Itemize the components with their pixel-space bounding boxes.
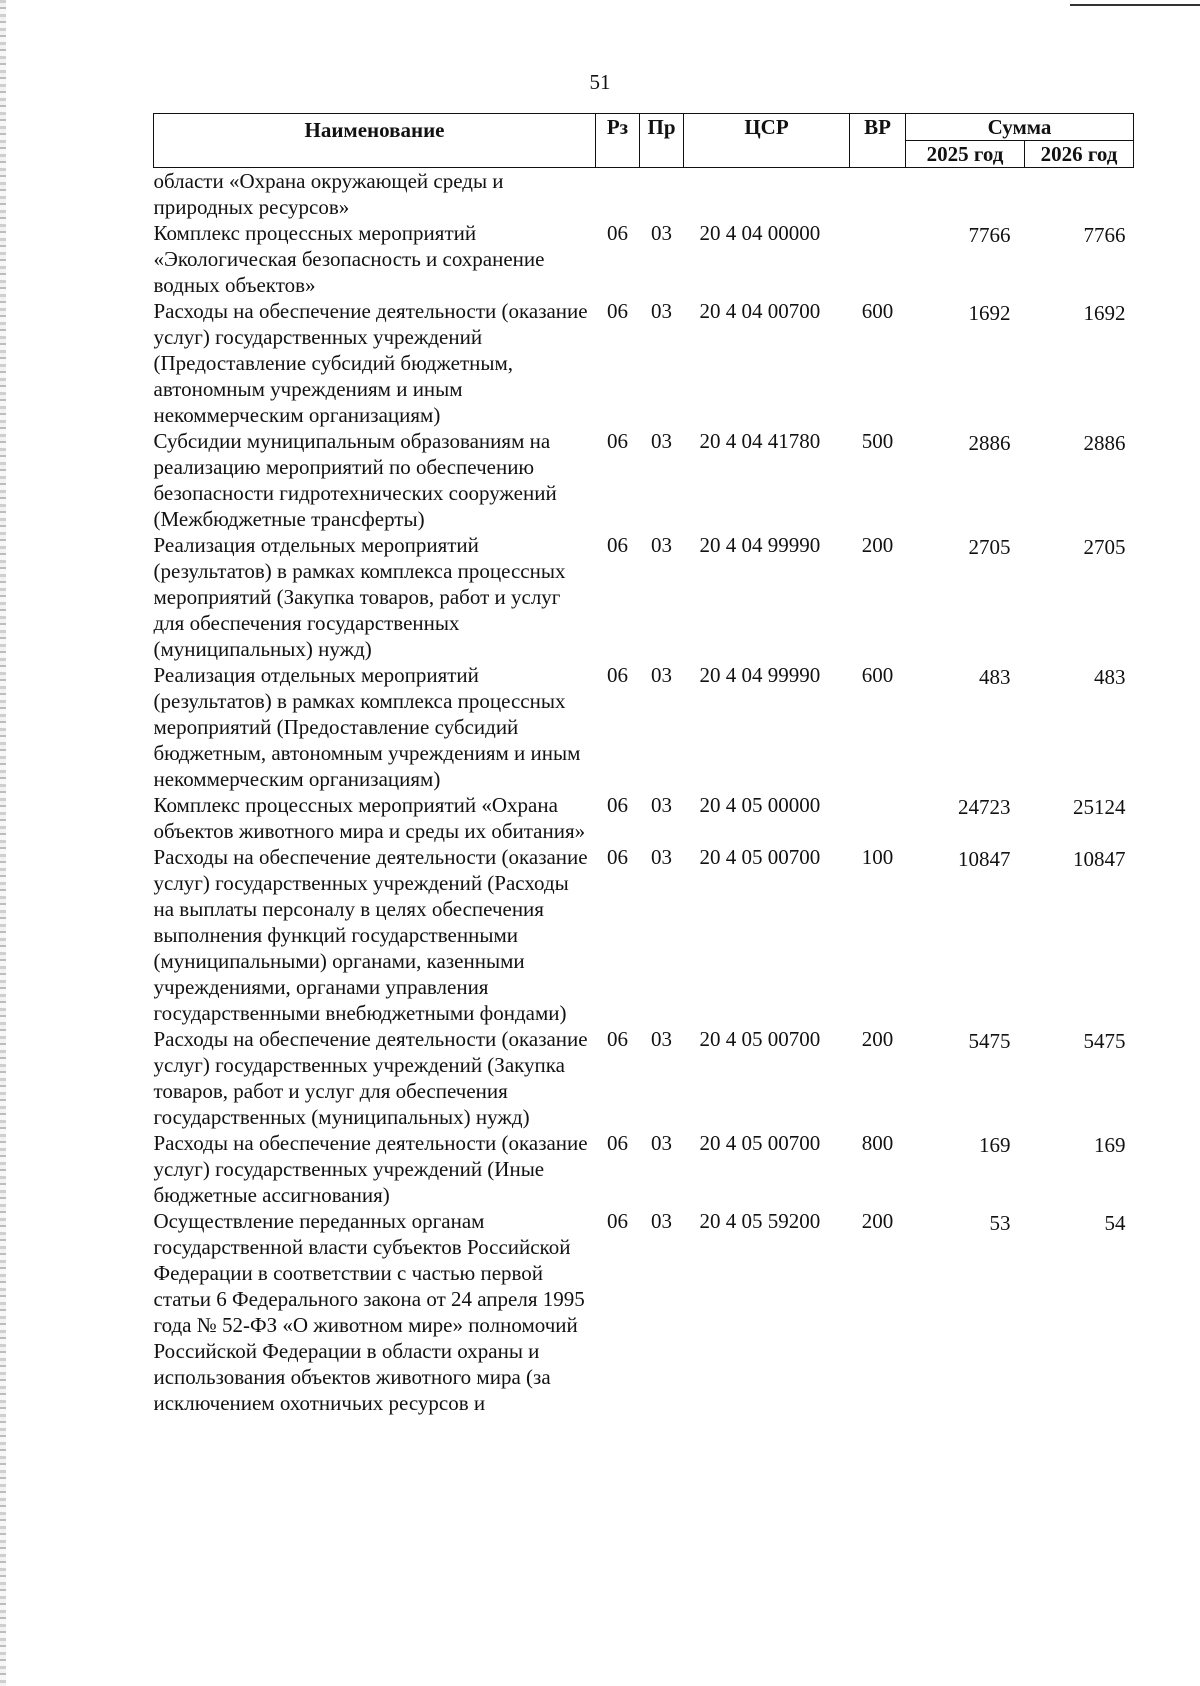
row-sum-2026: 54 (1104, 1211, 1126, 1235)
row-sum-2025: 169 (979, 1133, 1011, 1157)
row-rz: 06 (607, 1131, 628, 1155)
row-sum-2026: 483 (1094, 665, 1126, 689)
row-sum-2025: 24723 (958, 795, 1011, 819)
row-rz: 06 (607, 1209, 628, 1233)
row-name: Расходы на обеспечение деятельности (оказание услуг) государственных учреждений (Иные бюджетные ассигнования) (153, 1131, 588, 1207)
row-vr: 600 (861, 663, 894, 687)
row-pr (640, 168, 684, 221)
row-rz: 06 (607, 845, 628, 869)
row-name: Комплекс процессных мероприятий «Охрана объектов животного мира и среды их обитания» (153, 793, 586, 843)
row-sum-2026 (1025, 168, 1134, 221)
header-year-2026: 2026 год (1025, 141, 1134, 168)
corner-rule (1070, 4, 1200, 6)
header-rz: Рз (596, 114, 640, 168)
row-pr: 03 (651, 1027, 672, 1051)
row-sum-2026: 169 (1094, 1133, 1126, 1157)
row-sum-2025: 10847 (958, 847, 1011, 871)
row-csr: 20 4 04 41780 (699, 429, 821, 453)
row-csr: 20 4 05 00700 (699, 1131, 821, 1155)
row-csr: 20 4 04 99990 (699, 663, 821, 687)
row-csr: 20 4 05 00000 (699, 793, 821, 817)
row-name: Реализация отдельных мероприятий (результатов) в рамках комплекса процессных мероприятий (Закупка товаров, работ и услуг для обеспечения государственных (муниципальных) нужд) (153, 533, 566, 661)
row-sum-2025: 7766 (968, 223, 1011, 247)
row-sum-2025: 2886 (968, 431, 1011, 455)
row-sum-2025 (906, 168, 1025, 221)
header-year-2025: 2025 год (906, 141, 1025, 168)
row-name: Комплекс процессных мероприятий «Экологическая безопасность и сохранение водных объектов» (153, 221, 545, 297)
row-csr (684, 168, 850, 221)
row-csr: 20 4 04 00000 (699, 221, 821, 245)
row-vr: 500 (861, 429, 894, 453)
table-row (154, 298, 1134, 428)
header-vr: ВР (850, 114, 906, 168)
row-sum-2025: 1692 (968, 301, 1011, 325)
row-pr: 03 (651, 299, 672, 323)
table-row (154, 220, 1134, 298)
table-row (154, 168, 1134, 221)
row-vr: 800 (861, 1131, 894, 1155)
header-pr: Пр (640, 114, 684, 168)
row-pr: 03 (651, 663, 672, 687)
row-vr: 600 (861, 299, 894, 323)
table-row (154, 1208, 1134, 1416)
table-body (154, 168, 1134, 1417)
row-sum-2026: 1692 (1083, 301, 1126, 325)
table-row (154, 1130, 1134, 1208)
row-sum-2025: 5475 (968, 1029, 1011, 1053)
row-sum-2026: 25124 (1073, 795, 1126, 819)
row-sum-2026: 2886 (1083, 431, 1126, 455)
row-vr (850, 220, 906, 298)
page-number: 51 (589, 70, 611, 94)
table-row (154, 792, 1134, 844)
row-name: Осуществление переданных органам государственной власти субъектов Российской Федерации в соответствии с частью первой статьи 6 Федерального закона от 24 апреля 1995 года № 52-ФЗ «О животном мире» полномочий Российской Федерации в области охраны и использования объектов животного мира (за исключением охотничьих ресурсов и (153, 1209, 585, 1415)
row-rz: 06 (607, 533, 628, 557)
table-row (154, 428, 1134, 532)
row-sum-2026: 2705 (1083, 535, 1126, 559)
row-vr: 200 (861, 1027, 894, 1051)
table-row (154, 844, 1134, 1026)
row-vr: 200 (861, 533, 894, 557)
row-csr: 20 4 05 00700 (699, 1027, 821, 1051)
row-rz: 06 (607, 299, 628, 323)
budget-table (153, 113, 1134, 1416)
row-sum-2025: 483 (979, 665, 1011, 689)
header-name: Наименование (154, 114, 596, 168)
row-rz: 06 (607, 793, 628, 817)
row-sum-2026: 5475 (1083, 1029, 1126, 1053)
table-row (154, 532, 1134, 662)
row-name: области «Охрана окружающей среды и природных ресурсов» (153, 169, 504, 219)
row-rz (596, 168, 640, 221)
table-row (154, 662, 1134, 792)
row-pr: 03 (651, 845, 672, 869)
row-name: Расходы на обеспечение деятельности (оказание услуг) государственных учреждений (Предоставление субсидий бюджетным, автономным учреждениям и иным некоммерческим организациям) (153, 299, 588, 427)
row-name: Субсидии муниципальным образованиям на реализацию мероприятий по обеспечению безопасности гидротехнических сооружений (Межбюджетные трансферты) (153, 429, 557, 531)
row-rz: 06 (607, 663, 628, 687)
row-pr: 03 (651, 221, 672, 245)
row-pr: 03 (651, 429, 672, 453)
row-csr: 20 4 05 00700 (699, 845, 821, 869)
row-pr: 03 (651, 533, 672, 557)
row-rz: 06 (607, 1027, 628, 1051)
row-name: Расходы на обеспечение деятельности (оказание услуг) государственных учреждений (Расходы на выплаты персоналу в целях обеспечения выполнения функций государственными (муниципальными) органами, казенными учреждениями, органами управления государственными внебюджетными фондами) (153, 845, 588, 1025)
row-rz: 06 (607, 429, 628, 453)
row-csr: 20 4 05 59200 (699, 1209, 821, 1233)
row-pr: 03 (651, 1209, 672, 1233)
row-sum-2026: 10847 (1073, 847, 1126, 871)
row-name: Реализация отдельных мероприятий (результатов) в рамках комплекса процессных мероприятий (Предоставление субсидий бюджетным, автономным учреждениям и иным некоммерческим организациям) (153, 663, 581, 791)
row-csr: 20 4 04 00700 (699, 299, 821, 323)
table-row (154, 1026, 1134, 1130)
row-rz: 06 (607, 221, 628, 245)
header-csr: ЦСР (684, 114, 850, 168)
row-vr: 100 (861, 845, 894, 869)
scan-edge (0, 0, 6, 1686)
row-sum-2025: 53 (989, 1211, 1011, 1235)
row-pr: 03 (651, 1131, 672, 1155)
row-vr: 200 (861, 1209, 894, 1233)
row-name: Расходы на обеспечение деятельности (оказание услуг) государственных учреждений (Закупка товаров, работ и услуг для обеспечения государственных (муниципальных) нужд) (153, 1027, 588, 1129)
row-pr: 03 (651, 793, 672, 817)
row-csr: 20 4 04 99990 (699, 533, 821, 557)
row-vr (850, 168, 906, 221)
row-sum-2026: 7766 (1083, 223, 1126, 247)
table-header (154, 114, 1134, 168)
row-vr (850, 792, 906, 844)
header-sum: Сумма (906, 114, 1134, 141)
row-sum-2025: 2705 (968, 535, 1011, 559)
